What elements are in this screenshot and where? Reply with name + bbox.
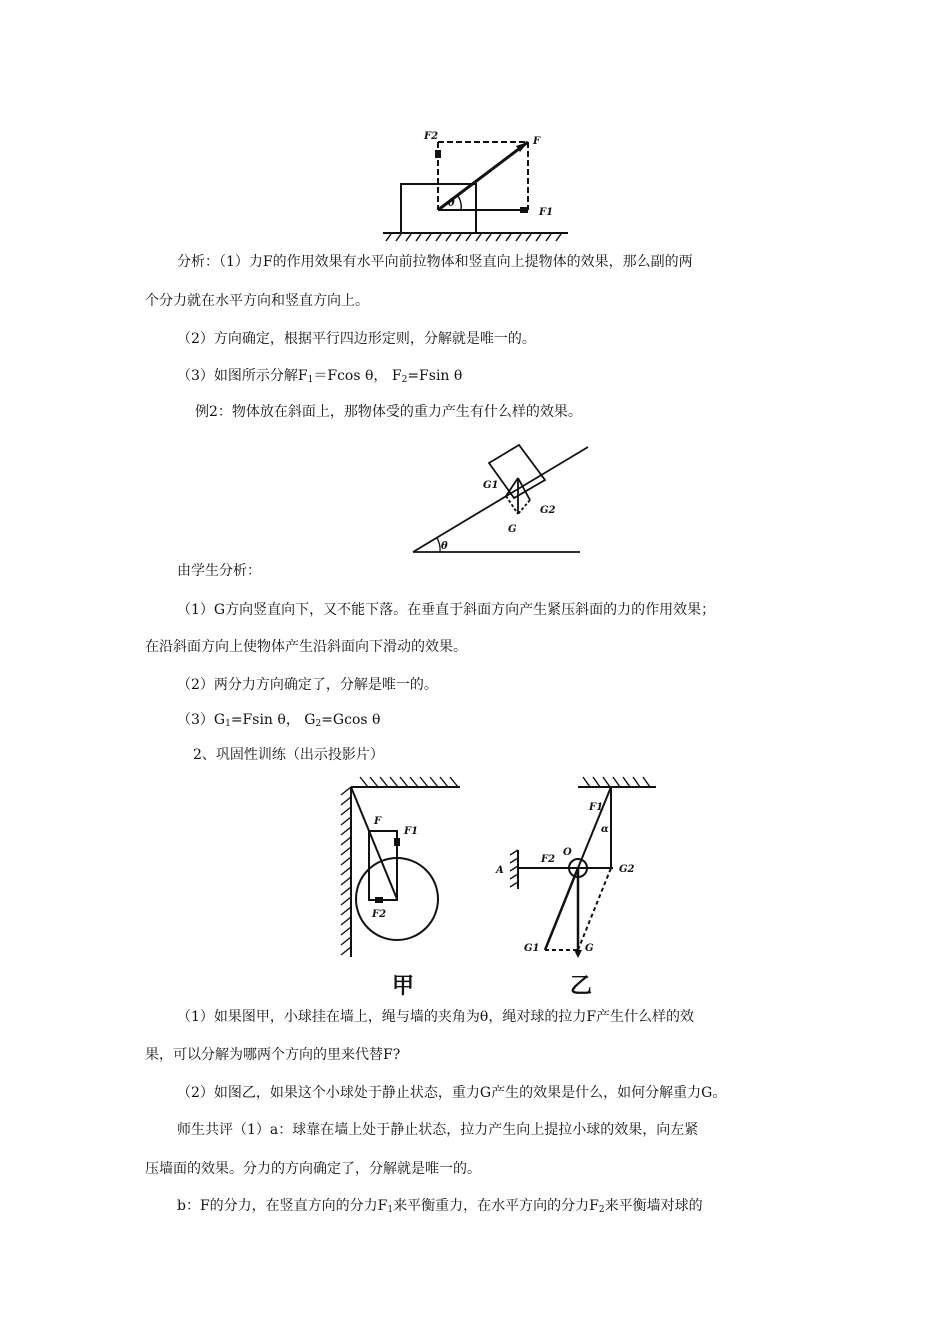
fig3-label-f: F	[374, 816, 382, 827]
para-g-formula: $(3)G_1=Fsin$ θ， $G_2=Gcos$ θ	[177, 712, 381, 729]
fig4-label-g: G	[585, 943, 594, 954]
para-g-direction-1: （1）G方向竖直向下，又不能下落。在垂直于斜面方向产生紧压斜面的力的作用效果；	[177, 602, 716, 618]
fig3-label-f2: F2	[372, 909, 387, 920]
fig1-label-f2: F2	[424, 131, 439, 142]
fig1-label-f1: F1	[539, 207, 554, 218]
fig4-label-alpha: α	[601, 824, 609, 835]
fig2-label-g1: G1	[483, 480, 499, 491]
fig2-label-g: G	[508, 524, 517, 535]
para-comment-1b: 压墙面的效果。分力的方向确定了，分解就是唯一的。	[145, 1161, 481, 1177]
fig2-label-g2: G2	[540, 505, 556, 516]
fig4-label-a: A	[496, 865, 504, 876]
fig3-caption: 甲	[392, 973, 415, 999]
fig4-label-f1: F1	[589, 802, 604, 813]
fig4-label-o: O	[563, 847, 572, 858]
para-question-1a: （1）如果图甲，小球挂在墙上，绳与墙的夹角为θ，绳对球的拉力F产生什么样的效	[177, 1009, 695, 1025]
para-question-2: （2）如图乙，如果这个小球处于静止状态，重力G产生的效果是什么，如何分解重力G。	[177, 1085, 727, 1101]
fig4-label-f2: F2	[541, 854, 556, 865]
para-example-2: 例2：物体放在斜面上，那物体受的重力产生有什么样的效果。	[195, 404, 582, 420]
para-unique: （2）两分力方向确定了，分解是唯一的。	[177, 677, 438, 693]
fig4-label-g2: G2	[619, 864, 635, 875]
para-training-heading: 2、巩固性训练（出示投影片）	[193, 747, 384, 763]
para-analysis-3: （2）方向确定，根据平行四边形定则，分解就是唯一的。	[177, 331, 536, 347]
fig1-label-f: F	[533, 136, 541, 147]
fig2-label-theta: θ	[441, 541, 448, 552]
para-student-analysis: 由学生分析：	[177, 563, 261, 579]
para-comment-b: b：F的分力，在竖直方向的分力$F_1$来平衡重力，在水平方向的分力$F_2$来平衡墙对球的	[177, 1198, 703, 1215]
fig4-caption: 乙	[570, 973, 593, 999]
para-question-1b: 果，可以分解为哪两个方向的里来代替F?	[145, 1047, 401, 1063]
para-analysis-4: （3）如图所示分解$F_1=Fcos$ θ， $F_2=Fsin$ θ	[177, 368, 463, 385]
para-analysis-2: 个分力就在水平方向和竖直方向上。	[145, 293, 369, 309]
para-analysis-1: 分析：（1）力F的作用效果有水平向前拉物体和竖直向上提物体的效果，那么副的两	[177, 254, 693, 270]
para-comment-1a: 师生共评（1）a：球靠在墙上处于静止状态，拉力产生向上提拉小球的效果，向左紧	[177, 1122, 699, 1138]
fig1-label-theta: θ	[448, 198, 455, 209]
para-g-direction-2: 在沿斜面方向上使物体产生沿斜面向下滑动的效果。	[145, 639, 467, 655]
fig3-label-f1: F1	[404, 826, 419, 837]
fig4-label-g1: G1	[524, 943, 540, 954]
